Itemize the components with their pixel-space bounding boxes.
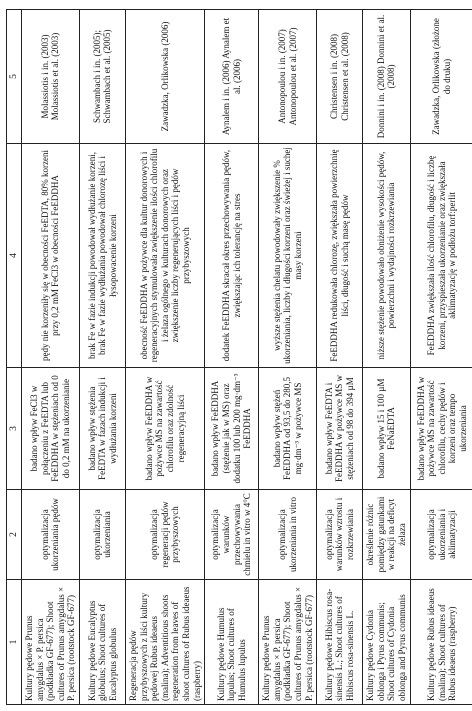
cell-reference: Aynalem i in. (2006) Aynalem et al. (2006)	[205, 10, 259, 144]
cell-method: badano wpływ stężeń FeEDDHA od 93,5 do 280,5 mg·dm⁻³ w pożywce MS	[259, 368, 317, 490]
cell-purpose: optymalizacja ukorzeniania in vitro	[259, 490, 317, 580]
cell-material: Regeneracja pędów przybyszowych z liści kultury pędowej Rubus ideaeus (malina); Adventitious shoots regeneration from leaves of shoot cultures of Rubus ideaeus (raspberry)	[125, 580, 204, 705]
cell-reference: Zawadzka, Orlikowska (2006)	[125, 10, 204, 144]
table-row	[22, 10, 80, 705]
cell-material: Kultury pędowe Rubus ideaeus (malina); Shoot cultures of Rubus ideaeus (raspberry)	[410, 580, 472, 705]
cell-result: wyższe stężenia chelatu powodowały zwiększenie % ukorzeniania, liczby i długości korzeni oraz świeżej i suchej masy korzeni	[259, 144, 317, 368]
cell-purpose: optymalizacja ukorzeniania pędów	[22, 490, 80, 580]
cell-method: badano wpływ FeEDDHA (stężenie jak w MS) oraz dodatku 100 lub 200 mg·dm⁻³ FeEDDHA	[205, 368, 259, 490]
cell-purpose: określenie różnic pomiędzy gatunkami w reakcji na deficyt żelaza	[363, 490, 410, 580]
rotated-page	[6, 10, 468, 705]
cell-method: badano wpływ 15 i 100 µM FeNaEDTA	[363, 368, 410, 490]
cell-result: pędy nie korzeniły się w obecności FeEDTA, 80% korzeni przy 0,2 mM FeCl3 w obecności FeEDDHA	[22, 144, 80, 368]
cell-reference: Molassiotis i in. (2003) Molassiotis et al. (2003)	[22, 10, 80, 144]
cell-reference: Antonopoulou i in. (2007) Antonopoulou et al. (2007)	[259, 10, 317, 144]
table-row	[79, 10, 125, 705]
cell-result: dodatek FeEDDHA skracał okres przechowywania pędów, zwiększając ich tolerancję na stres	[205, 144, 259, 368]
header-col-1: 1	[7, 580, 22, 705]
table-row	[410, 10, 472, 705]
cell-method: badano wpływ FeEDTA i FeEDDHA w pożywce MS w stężeniach od 98 do 394 µM	[317, 368, 363, 490]
table-row	[259, 10, 317, 705]
cell-material: Kultury pędowe Prunus amygdalus × P. persica (podkładka GF-677); Shoot cultures of Prunus amygdalus × P. persica (rootstock GF-677)	[259, 580, 317, 705]
table-row	[205, 10, 259, 705]
cell-method: badano wpływ stężenia FeEDTA w fazach indukcji i wydłużania korzeni	[79, 368, 125, 490]
cell-result: FeEDDHA zwiększała ilość chlorofilu, długość i liczbę korzeni, przyspieszała ukorzenianie oraz zwiększała aklimatyzację w podłożu torf:perlit	[410, 144, 472, 368]
header-col-5: 5	[7, 10, 22, 144]
cell-result: brak Fe w fazie indukcji powodował wydłużanie korzeni, brak Fe w fazie wydłużania powodował chlorozę liści i łysopowacenie korzeni	[79, 144, 125, 368]
cell-result: niższe stężenie powodowało obniżenie wysokości pędów, powierzchni i wydajności rozkrzewiania	[363, 144, 410, 368]
cell-reference: Zawadzka, Orlikowska (złożone do druku)	[410, 10, 472, 144]
table-row	[363, 10, 410, 705]
data-table	[6, 9, 472, 705]
cell-reference: Donnini i in. (2008) Donnini et al. (2008)	[363, 10, 410, 144]
header-row	[7, 10, 22, 705]
cell-material: Kultury pędowe Cydonia oblonga i Pyrus communis; Shoot cultures of Cydonia oblonga and Pyrus communis	[363, 580, 410, 705]
table-row	[125, 10, 204, 705]
cell-material: Kultury pędowe Prunus amygdalus × P. persica (podkładka GF-677); Shoot cultures of Prunus amygdalus × P. persica (rootstock GF-677)	[22, 580, 80, 705]
cell-method: badano wpływ FeEDDHA w pożywce MS na zawartość chlorofilu, cechy pędów i korzeni oraz tempo ukorzeniania	[410, 368, 472, 490]
cell-purpose: optymalizacja warunków wzrostu i rozkrzewiania	[317, 490, 363, 580]
cell-purpose: optymalizacja regeneracji pędów przybyszowych	[125, 490, 204, 580]
cell-material: Kultury pędowe Eucalyptus globulus; Shoot cultures of Eucalyptus globulus	[79, 580, 125, 705]
cell-method: badano wpływ FeEDDHA w pożywce MS na zawartość chlorofilu oraz zdolność regeneracyjną liści	[125, 368, 204, 490]
cell-purpose: optymalizacja warunków przechowywania chmielu in vitro w 4°C	[205, 490, 259, 580]
header-col-2: 2	[7, 490, 22, 580]
cell-method: badano wpływ FeCl3 w połączeniu z FeEDTA lub FeEDDHA w stężeniach od 0 do 0,2 mM na ukorzenianie	[22, 368, 80, 490]
table-row	[317, 10, 363, 705]
cell-result: obecność FeEDDHA w pożywce dla kultur donorowych i regeneracyjnych stymulowała zwiększenie ilości chlorofilu i żelaza ogólnego w kulturach donorowych oraz zwiększenie liczby regenerujących liści i pędów przybyszowych	[125, 144, 204, 368]
cell-material: Kultury pędowe Hibiscus rosa-sinensis L.; Shoot cultures of Hibiscus rosa-sinensis L.	[317, 580, 363, 705]
cell-purpose: optymalizacja ukorzeniania i aklimatyzacji	[410, 490, 472, 580]
cell-purpose: optymalizacja ukorzeniania	[79, 490, 125, 580]
header-col-3: 3	[7, 368, 22, 490]
cell-material: Kultury pędowe Humulus lupulus; Shoot cultures of Humulus lupulus	[205, 580, 259, 705]
cell-reference: Schwambach i in. (2005); Schwambach et al. (2005)	[79, 10, 125, 144]
cell-reference: Christensen i in. (2008) Christensen et al. (2008)	[317, 10, 363, 144]
cell-result: FeEDDHA redukowała chlorozę, zwiększała powierzchnię liści, długość i suchą masę pędów	[317, 144, 363, 368]
header-col-4: 4	[7, 144, 22, 368]
